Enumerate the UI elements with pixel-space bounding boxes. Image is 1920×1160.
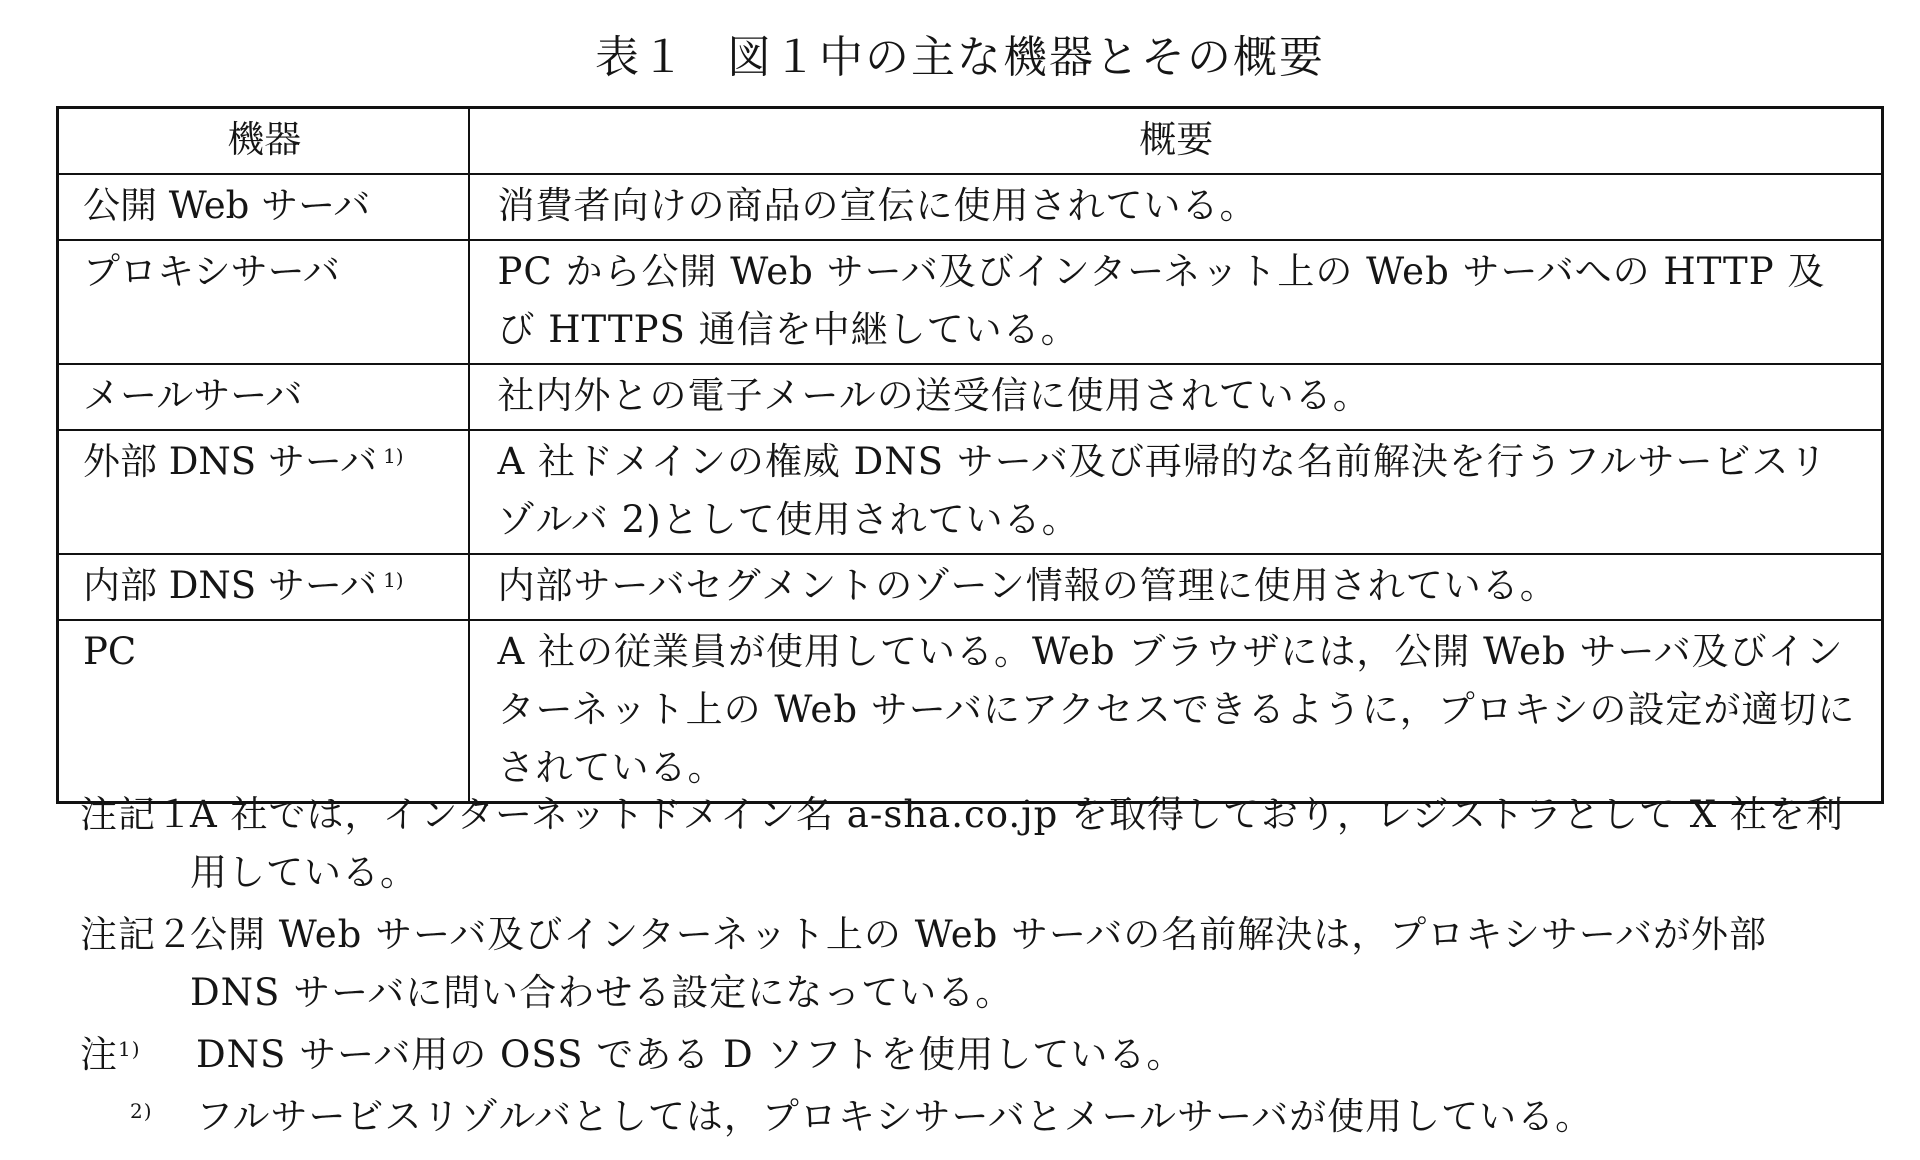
device-name: メールサーバ: [83, 374, 303, 417]
device-cell: [58, 620, 469, 803]
footnote-ref: 1): [383, 568, 404, 592]
table-row: [58, 364, 1883, 430]
note-item: [80, 906, 1860, 1022]
summary-cell: 社内外との電子メールの送受信に使用されている。: [469, 364, 1883, 430]
table-row: [58, 240, 1883, 364]
footnote-tag: [80, 1026, 196, 1084]
device-cell: [58, 240, 469, 364]
note-text: A 社では，インターネットドメイン名 a-sha.co.jp を取得しており，レジストラとして X 社を利用している。: [190, 793, 1844, 894]
footnote-prefix: 注: [80, 1033, 118, 1076]
footnote-ref: 1): [383, 444, 404, 468]
footnote-mark: 1): [118, 1037, 141, 1061]
device-cell: [58, 554, 469, 620]
footnote-item: [80, 1088, 1860, 1146]
header-device: 機器: [58, 108, 469, 175]
footnote-text: フルサービスリゾルバとしては，プロキシサーバとメールサーバが使用している。: [196, 1095, 1594, 1138]
footnote-mark: 2): [130, 1099, 153, 1123]
summary-cell: PC から公開 Web サーバ及びインターネット上の Web サーバへの HTTP 及び HTTPS 通信を中継している。: [469, 240, 1883, 364]
device-table: [56, 106, 1884, 804]
device-name: 内部 DNS サーバ: [83, 564, 378, 607]
footnote-text: DNS サーバ用の OSS である D ソフトを使用している。: [196, 1033, 1185, 1076]
summary-cell: 消費者向けの商品の宣伝に使用されている。: [469, 174, 1883, 240]
notes-section: [80, 786, 1860, 1150]
table-row: [58, 430, 1883, 554]
table-header-row: [58, 108, 1883, 175]
table-row: [58, 554, 1883, 620]
note-tag: 注記１: [80, 793, 194, 836]
device-cell: [58, 364, 469, 430]
caption-text: 図１中の主な機器とその概要: [727, 32, 1325, 83]
device-name: プロキシサーバ: [83, 250, 340, 293]
device-cell: [58, 430, 469, 554]
note-item: [80, 786, 1860, 902]
summary-cell: A 社ドメインの権威 DNS サーバ及び再帰的な名前解決を行うフルサービスリゾルバ 2)として使用されている。: [469, 430, 1883, 554]
summary-cell: A 社の従業員が使用している。Web ブラウザには，公開 Web サーバ及びインターネット上の Web サーバにアクセスできるように，プロキシの設定が適切にされている。: [469, 620, 1883, 803]
table-caption: [0, 22, 1920, 94]
header-summary: 概要: [469, 108, 1883, 175]
note-tag: 注記２: [80, 913, 194, 956]
footnote-tag: [130, 1088, 246, 1146]
device-cell: [58, 174, 469, 240]
table-row: [58, 174, 1883, 240]
device-name: 公開 Web サーバ: [83, 184, 371, 227]
footnote-item: [80, 1026, 1860, 1084]
note-text: 公開 Web サーバ及びインターネット上の Web サーバの名前解決は，プロキシサーバが外部 DNS サーバに問い合わせる設定になっている。: [190, 913, 1767, 1014]
table-row: [58, 620, 1883, 803]
device-name: PC: [83, 630, 137, 673]
caption-number: 表１: [595, 32, 687, 83]
device-name: 外部 DNS サーバ: [83, 440, 378, 483]
summary-cell: 内部サーバセグメントのゾーン情報の管理に使用されている。: [469, 554, 1883, 620]
